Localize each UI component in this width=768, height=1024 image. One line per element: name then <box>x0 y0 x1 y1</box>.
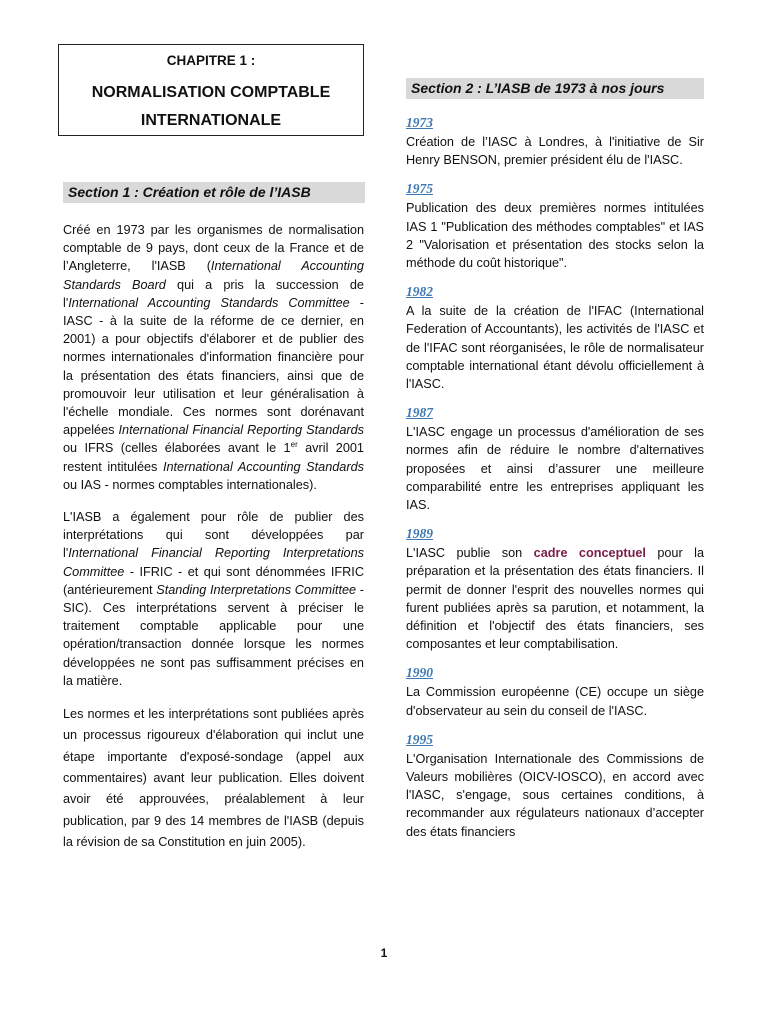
timeline-year: 1973 <box>406 115 433 130</box>
timeline-entry <box>406 664 704 719</box>
timeline-text: L'Organisation Internationale des Commissions de Valeurs mobilières (OICV-IOSCO), en accord avec l'IASC, s'engage, sous certaines conditions, à recommander aux régulateurs nationaux d’accepter des états financiers <box>406 751 704 839</box>
timeline-year: 1982 <box>406 284 433 300</box>
timeline-year: 1990 <box>406 665 433 681</box>
timeline <box>406 114 704 841</box>
page-number: 1 <box>380 946 388 960</box>
right-column <box>406 78 704 841</box>
timeline-text: A la suite de la création de l'IFAC (International Federation of Accountants), les activités de l'IASC et de l'IFAC sont réorganisées, le rôle de normalisateur comptable international étant dévolu officiellement à l'IASC. <box>406 304 704 392</box>
chapter-title-line2: INTERNATIONALE <box>140 112 282 129</box>
timeline-entry <box>406 283 704 393</box>
timeline-year: 1995 <box>406 731 433 747</box>
chapter-title <box>59 79 363 135</box>
timeline-text: La Commission européenne (CE) occupe un siège d'observateur au sein du conseil de l'IASC. <box>406 685 704 718</box>
timeline-entry <box>406 180 704 272</box>
section-1-paragraph-3: Les normes et les interprétations sont publiées après un processus rigoureux d'élaboration qui inclut une étape importante d'exposé-sondage (appel aux commentaires) avant leur publication. Elles doivent avoir été approuvées, préalablement à leur publication, par 9 des 14 membres de l'IASB (depuis la révision de sa Constitution en juin 2005). <box>63 707 364 849</box>
section-1-paragraph-1: Créé en 1973 par les organismes de normalisation comptable de 9 pays, dont ceux de la France et de l’Angleterre, l'IASB (International Accounting Standards Board qui a pris la succession de l'International Accounting Standards Committee - IASC - à la suite de la réforme de ce dernier, en 2001) a pour objectifs d'élaborer et de publier des normes internationales d'information financière pour la présentation des états financiers, ainsi que de promouvoir leur utilisation et leur généralisation à l'échelle mondiale. Ces normes sont dorénavant appelées International Financial Reporting Standards ou IFRS (celles élaborées avant le 1er avril 2001 restent intitulées International Accounting Standards ou IAS - normes comptables internationales). <box>63 223 364 492</box>
chapter-title-box <box>58 44 364 136</box>
chapter-label: CHAPITRE 1 : <box>166 53 256 68</box>
timeline-entry <box>406 404 704 514</box>
timeline-entry <box>406 525 704 653</box>
section-1-body <box>63 221 364 853</box>
cadre-conceptuel-highlight: cadre conceptuel <box>533 546 646 561</box>
timeline-text: Publication des deux premières normes intitulées IAS 1 "Publication des méthodes comptables" et IAS 2 "Valorisation et présentation des stocks selon la méthode du coût historique". <box>406 201 704 271</box>
left-column <box>58 44 364 867</box>
timeline-entry <box>406 114 704 169</box>
timeline-text: L'IASC engage un processus d'amélioration de ses normes afin de réduire le nombre d'alternatives proposées et ainsi d’assurer une meilleure comparabilité entre les entreprises appliquant les IAS. <box>406 425 704 513</box>
timeline-text: L'IASC publie son cadre conceptuel pour la préparation et la présentation des états financiers. Il permit de donner l'esprit des nouvelles normes qui furent publiées après sa parution, et notamment, la définition et l'objectif des états financiers, ses composantes et leur comptabilisation. <box>406 546 705 652</box>
section-1-paragraph-2: L'IASB a également pour rôle de publier des interprétations qui sont développées par l'International Financial Reporting Interpretations Committee - IFRIC - et qui sont dénommées IFRIC (antérieurement Standing Interpretations Committee - SIC). Ces interprétations servent à préciser le traitement comptable applicable pour une opération/transaction donnée lorsque les normes développées ne sont pas suffisamment précises en la matière. <box>63 510 364 688</box>
chapter-title-line1: NORMALISATION COMPTABLE <box>91 84 331 101</box>
timeline-year: 1989 <box>406 526 433 542</box>
section-2-heading: Section 2 : L’IASB de 1973 à nos jours <box>406 78 704 99</box>
timeline-entry <box>406 731 704 841</box>
timeline-year: 1987 <box>406 405 433 421</box>
timeline-year: 1975 <box>406 181 433 197</box>
section-1-heading: Section 1 : Création et rôle de l’IASB <box>63 182 365 203</box>
timeline-text: Création de l’IASC à Londres, à l'initiative de Sir Henry BENSON, premier président élu de l'IASC. <box>406 135 704 168</box>
